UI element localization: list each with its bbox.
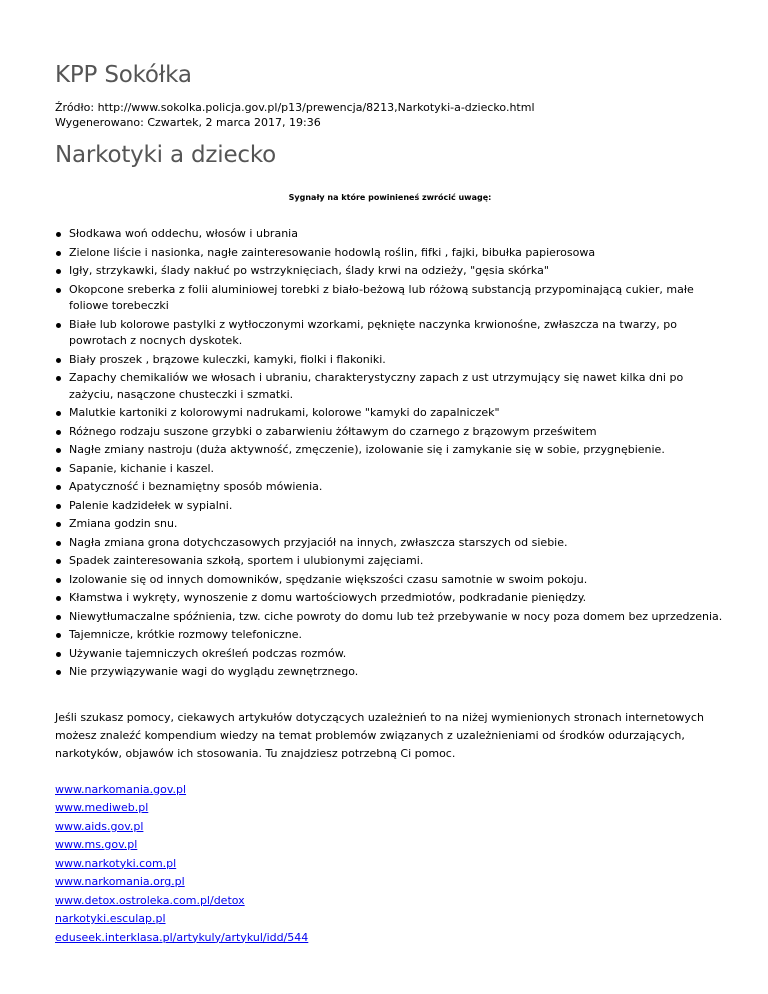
signal-text: Malutkie kartoniki z kolorowymi nadrukami, kolorowe "kamyki do zapalniczek" [69,406,500,419]
signal-text: Igły, strzykawki, ślady nakłuć po wstrzyknięciach, ślady krwi na odzieży, "gęsia skórka" [69,264,549,277]
signal-text: Palenie kadzidełek w sypialni. [69,498,233,512]
signals-heading: Sygnały na które powinieneś zwrócić uwagę: [288,193,492,202]
signal-text: Słodkawa woń oddechu, włosów i ubrania [69,227,298,240]
bullet-icon [56,541,61,546]
signal-list-item [69,516,725,533]
bullet-icon [56,251,61,256]
signal-list-item [69,405,725,422]
bullet-icon [56,596,61,601]
signal-list-item [69,553,725,570]
signal-text: Biały proszek , brązowe kuleczki, kamyki, fiolki i flakoniki. [69,352,386,366]
signals-list [55,226,725,681]
signal-list-item [69,245,725,262]
generated-line: Wygenerowano: Czwartek, 2 marca 2017, 19:36 [55,116,321,129]
site-title: KPP Sokółka [55,62,192,88]
signal-text: Zapachy chemikaliów we włosach i ubraniu, charakterystyczny zapach z ust utrzymujący się nawet kilka dni po zażyciu, nasączone chusteczki i szmatki. [69,371,684,401]
bullet-icon [56,448,61,453]
help-paragraph: Jeśli szukasz pomocy, ciekawych artykułów dotyczących uzależnień to na niżej wymienionych stronach internetowych możesz znaleźć kompendium wiedzy na temat problemów związanych z uzależnieniami od środków odurzających, narkotyków, objawów ich stosowania. Tu znajdziesz potrzebną Ci pomoc. [55,710,704,760]
signal-list-item [69,317,725,350]
bullet-icon [56,232,61,237]
external-link[interactable]: www.detox.ostroleka.com.pl/detox [55,893,245,907]
bullet-icon [56,633,61,638]
bullet-icon [56,615,61,620]
article-title: Narkotyki a dziecko [55,142,277,168]
source-line: Źródło: http://www.sokolka.policja.gov.pl/p13/prewencja/8213,Narkotyki-a-dziecko.html [55,101,535,114]
signal-text: Nie przywiązywanie wagi do wyglądu zewnętrznego. [69,665,359,678]
bullet-icon [56,578,61,583]
signal-text: Izolowanie się od innych domowników, spędzanie większości czasu samotnie w swoim pokoju. [69,572,588,586]
bullet-icon [56,411,61,416]
bullet-icon [56,358,61,363]
signal-list-item [69,352,725,369]
signal-text: Używanie tajemniczych określeń podczas rozmów. [69,646,347,660]
signal-list-item [69,282,725,315]
signal-text: Zielone liście i nasionka, nagłe zainteresowanie hodowlą roślin, fifki , fajki, bibułka papierosowa [69,245,596,259]
bullet-icon [56,670,61,675]
document-meta [55,100,725,130]
external-link[interactable]: www.mediweb.pl [55,801,149,814]
links-list [55,781,725,948]
bullet-icon [56,522,61,527]
bullet-icon [56,652,61,657]
signal-text: Różnego rodzaju suszone grzybki o zabarwieniu żółtawym do czarnego z brązowym prześwitem [69,424,597,438]
external-link[interactable]: narkotyki.esculap.pl [55,912,166,925]
bullet-icon [56,504,61,509]
signal-text: Nagłe zmiany nastroju (duża aktywność, zmęczenie), izolowanie się i zamykanie się w sobie, przygnębienie. [69,443,665,456]
bullet-icon [56,559,61,564]
external-link[interactable]: www.narkomania.gov.pl [55,782,187,796]
signal-list-item [69,370,725,403]
bullet-icon [56,269,61,274]
bullet-icon [56,485,61,490]
signal-list-item [69,424,725,441]
signal-list-item [69,572,725,589]
signal-list-item [69,590,725,607]
external-link[interactable]: www.narkomania.org.pl [55,875,185,888]
bullet-icon [56,323,61,328]
signal-text: Zmiana godzin snu. [69,517,178,530]
signal-text: Kłamstwa i wykręty, wynoszenie z domu wartościowych przedmiotów, podkradanie pieniędzy. [69,591,587,604]
signal-text: Spadek zainteresowania szkołą, sportem i ulubionymi zajęciami. [69,554,424,567]
document-page [55,60,725,947]
signal-list-item [69,498,725,515]
signal-list-item [69,442,725,459]
signal-list-item [69,627,725,644]
signal-text: Apatyczność i beznamiętny sposób mówienia. [69,480,323,493]
signal-list-item [69,664,725,681]
external-link[interactable]: eduseek.interklasa.pl/artykuly/artykul/idd/544 [55,930,309,944]
signal-text: Okopcone sreberka z folii aluminiowej torebki z biało-beżową lub różową substancją przypominającą cukier, małe foliowe torebeczki [69,282,694,312]
signal-list-item [69,226,725,243]
signal-list-item [69,263,725,280]
bullet-icon [56,288,61,293]
signal-text: Tajemnicze, krótkie rozmowy telefoniczne. [69,628,302,641]
external-link[interactable]: www.narkotyki.com.pl [55,856,177,870]
bullet-icon [56,467,61,472]
signal-text: Niewytłumaczalne spóźnienia, tzw. ciche powroty do domu lub też przebywanie w nocy poza domem bez uprzedzenia. [69,609,723,623]
signal-text: Nagła zmiana grona dotychczasowych przyjaciół na innych, zwłaszcza starszych od siebie. [69,535,568,549]
signal-text: Białe lub kolorowe pastylki z wytłoczonymi wzorkami, pęknięte naczynka krwionośne, zwłaszcza na twarzy, po powrotach z nocnych dyskotek. [69,317,677,347]
bullet-icon [56,430,61,435]
bullet-icon [56,376,61,381]
signal-text: Sapanie, kichanie i kaszel. [69,461,215,475]
external-link[interactable]: www.aids.gov.pl [55,819,144,833]
signal-list-item [69,479,725,496]
signal-list-item [69,609,725,626]
signal-list-item [69,461,725,478]
signal-list-item [69,535,725,552]
external-link[interactable]: www.ms.gov.pl [55,838,138,851]
signal-list-item [69,646,725,663]
